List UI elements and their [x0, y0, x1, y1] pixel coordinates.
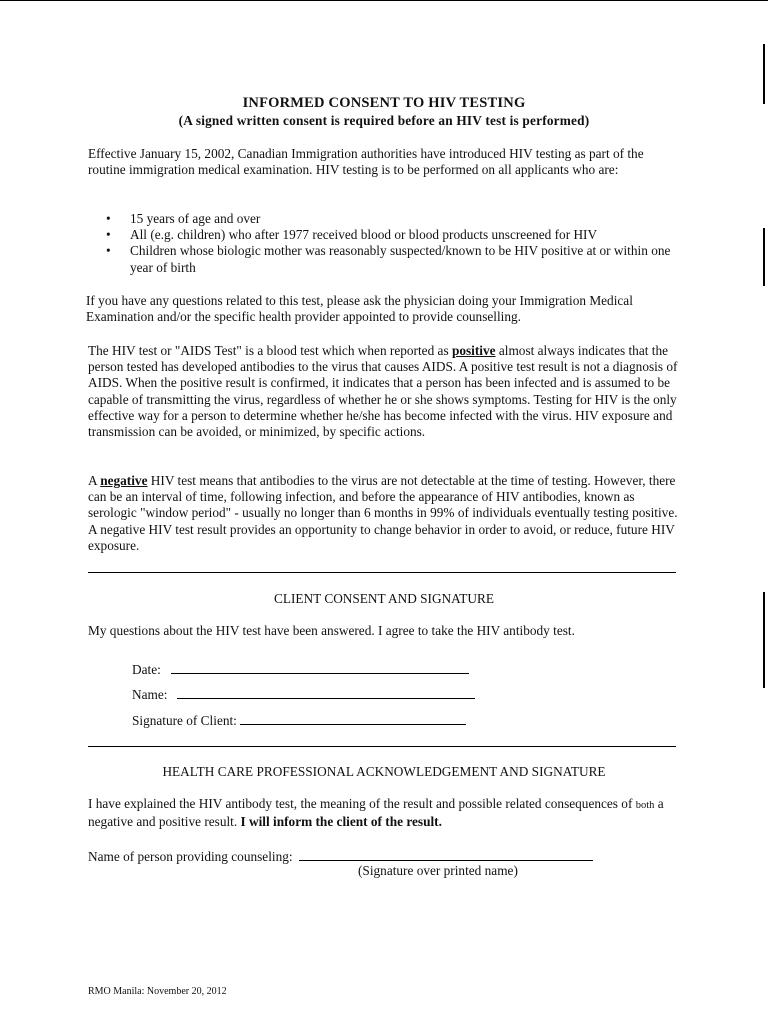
negative-keyword: negative: [100, 473, 148, 488]
name-field[interactable]: Name:: [132, 686, 475, 703]
client-section-heading: CLIENT CONSENT AND SIGNATURE: [273, 591, 495, 606]
client-consent-statement: My questions about the HIV test have been answered. I agree to take the HIV antibody test.: [88, 623, 575, 638]
counselor-field[interactable]: Name of person providing counseling:: [88, 848, 683, 865]
name-signature-line[interactable]: [177, 686, 475, 699]
bullet-icon: •: [106, 243, 111, 259]
list-item: • Children whose biologic mother was reasonably suspected/known to be HIV positive at or within one year of birth: [106, 243, 671, 275]
intro-paragraph: Effective January 15, 2002, Canadian Immigration authorities have introduced HIV testing as part of the routine immigration medical examination. HIV testing is to be performed on all applicants who are:: [88, 146, 644, 178]
list-item: • 15 years of age and over: [106, 211, 261, 226]
top-border-line: [0, 0, 768, 1]
list-item: • All (e.g. children) who after 1977 received blood or blood products unscreened for HIV: [106, 227, 598, 243]
section-divider: [88, 746, 676, 747]
document-subtitle: (A signed written consent is required before an HIV test is performed): [178, 113, 590, 128]
bullet-icon: •: [106, 211, 111, 226]
bullet-icon: •: [106, 227, 111, 243]
footer-note: RMO Manila: November 20, 2012: [88, 986, 227, 997]
hcp-acknowledgement-text: I have explained the HIV antibody test, the meaning of the result and possible related consequences of both a negative and positive result. I will inform the client of the result.: [88, 796, 664, 830]
client-signature-line[interactable]: [240, 712, 466, 725]
section-divider: [88, 572, 676, 573]
negative-result-paragraph: A negative HIV test means that antibodies to the virus are not detectable at the time of testing. However, there can be an interval of time, following infection, and before the appearance of HIV antibodies, known as serologic "window period" - usually no longer than 6 months in 99% of individuals eventually testing positive. A negative HIV test result provides an opportunity to change behavior in order to avoid, or reduce, future HIV exposure.: [88, 473, 678, 553]
client-signature-field[interactable]: Signature of Client:: [132, 712, 466, 729]
right-margin-mark: [763, 228, 765, 286]
applicant-criteria-list: [106, 211, 686, 276]
positive-result-paragraph: The HIV test or "AIDS Test" is a blood test which when reported as positive almost always indicates that the person tested has developed antibodies to the virus that causes AIDS. A positive test result is not a diagnosis of AIDS. When the positive result is confirmed, it indicates that a person has been infected and is assumed to be capable of transmitting the virus, regardless of whether he or she shows symptoms. Testing for HIV is the only effective way for a person to determine whether he/she has become infected with the virus. HIV exposure and transmission can be avoided, or minimized, by specific actions.: [88, 343, 678, 440]
date-field[interactable]: Date:: [132, 661, 469, 678]
questions-paragraph: If you have any questions related to this test, please ask the physician doing your Immigration Medical Examination and/or the specific health provider appointed to provide counselling.: [86, 293, 633, 325]
positive-keyword: positive: [451, 343, 496, 358]
document-title: INFORMED CONSENT TO HIV TESTING: [242, 95, 526, 111]
date-signature-line[interactable]: [171, 661, 469, 674]
hcp-section-heading: HEALTH CARE PROFESSIONAL ACKNOWLEDGEMENT AND SIGNATURE: [162, 764, 606, 779]
counselor-signature-line[interactable]: [299, 848, 593, 861]
signature-note: (Signature over printed name): [358, 863, 518, 878]
